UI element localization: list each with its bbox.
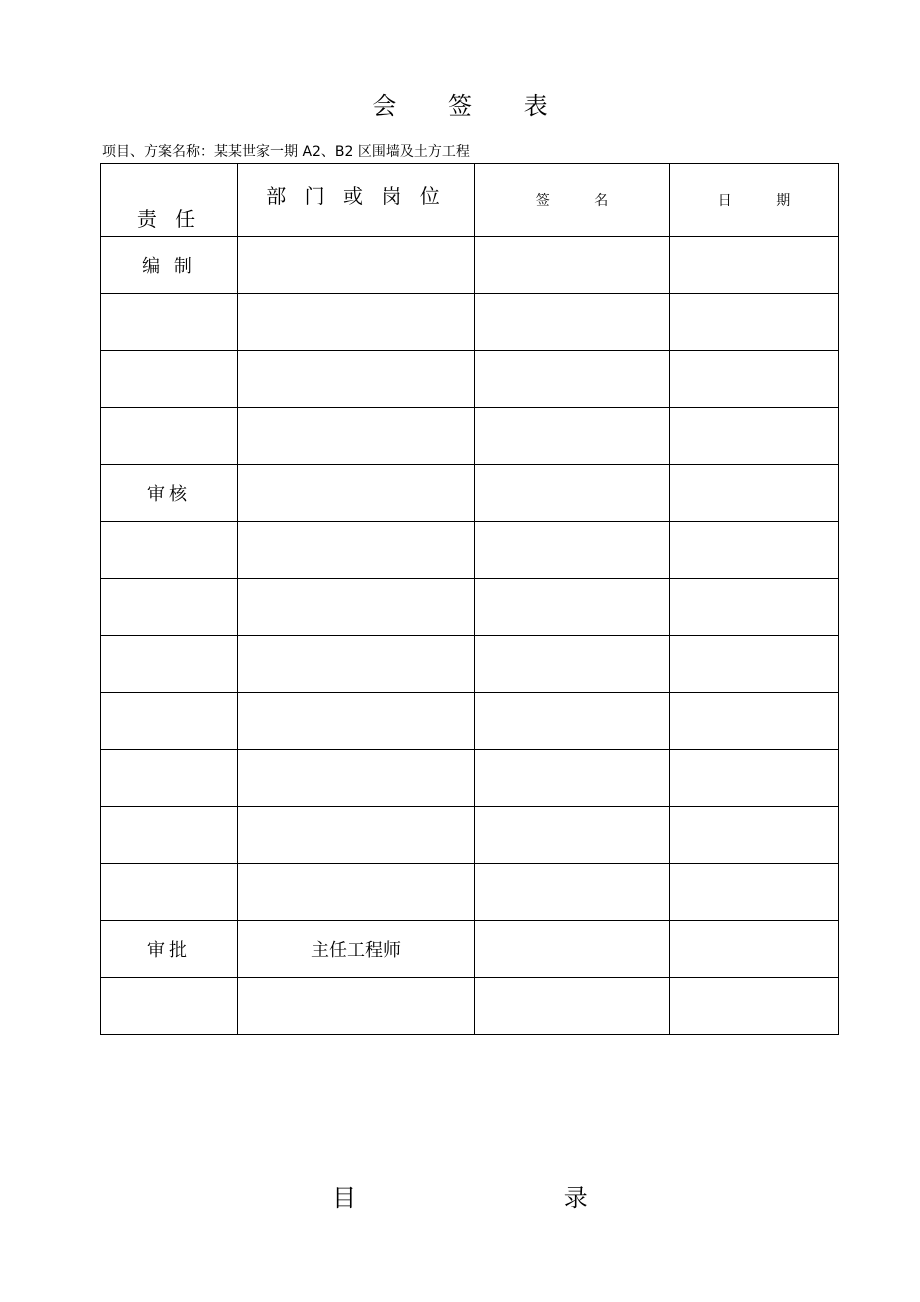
- table-row: [101, 294, 839, 351]
- department-cell: [238, 294, 475, 351]
- date-cell[interactable]: [670, 522, 839, 579]
- signature-cell[interactable]: [475, 408, 670, 465]
- role-cell: 审批: [101, 921, 238, 978]
- project-name: 某某世家一期 A2、B2 区围墙及土方工程: [214, 144, 470, 160]
- department-cell: 主任工程师: [238, 921, 475, 978]
- header-date: 日 期: [670, 164, 839, 237]
- date-cell[interactable]: [670, 750, 839, 807]
- date-cell[interactable]: [670, 636, 839, 693]
- date-cell[interactable]: [670, 294, 839, 351]
- header-role: 责 任: [101, 164, 238, 237]
- toc-title: 目 录: [332, 1184, 688, 1212]
- date-cell[interactable]: [670, 864, 839, 921]
- department-cell: [238, 408, 475, 465]
- table-row: [101, 351, 839, 408]
- date-cell[interactable]: [670, 693, 839, 750]
- table-row: [101, 522, 839, 579]
- table-row: [101, 693, 839, 750]
- role-cell: [101, 978, 238, 1035]
- table-row: [101, 750, 839, 807]
- department-cell: [238, 807, 475, 864]
- role-cell: 审核: [101, 465, 238, 522]
- role-cell: [101, 408, 238, 465]
- sign-off-table: [100, 163, 839, 1035]
- page-title: 会 签 表: [372, 92, 570, 120]
- department-cell: [238, 750, 475, 807]
- date-cell[interactable]: [670, 921, 839, 978]
- department-cell: [238, 636, 475, 693]
- role-cell: [101, 579, 238, 636]
- header-signature: 签 名: [475, 164, 670, 237]
- role-cell: [101, 294, 238, 351]
- signature-cell[interactable]: [475, 465, 670, 522]
- date-cell[interactable]: [670, 807, 839, 864]
- signature-cell[interactable]: [475, 978, 670, 1035]
- date-cell[interactable]: [670, 465, 839, 522]
- department-cell: [238, 351, 475, 408]
- project-label: 项目、方案名称：: [102, 144, 214, 160]
- table-row: [101, 237, 839, 294]
- role-cell: [101, 864, 238, 921]
- department-cell: [238, 237, 475, 294]
- date-cell[interactable]: [670, 579, 839, 636]
- department-cell: [238, 693, 475, 750]
- table-row: [101, 636, 839, 693]
- department-cell: [238, 978, 475, 1035]
- signature-cell[interactable]: [475, 351, 670, 408]
- signature-cell[interactable]: [475, 237, 670, 294]
- department-cell: [238, 465, 475, 522]
- role-cell: [101, 693, 238, 750]
- date-cell[interactable]: [670, 408, 839, 465]
- role-cell: [101, 750, 238, 807]
- date-cell[interactable]: [670, 978, 839, 1035]
- signature-cell[interactable]: [475, 693, 670, 750]
- signature-cell[interactable]: [475, 522, 670, 579]
- department-cell: [238, 864, 475, 921]
- signature-cell[interactable]: [475, 294, 670, 351]
- signature-cell[interactable]: [475, 636, 670, 693]
- table-header-row: [101, 164, 839, 237]
- department-cell: [238, 522, 475, 579]
- signature-cell[interactable]: [475, 864, 670, 921]
- role-cell: [101, 807, 238, 864]
- table-row: [101, 921, 839, 978]
- department-cell: [238, 579, 475, 636]
- date-cell[interactable]: [670, 237, 839, 294]
- table-row: [101, 465, 839, 522]
- date-cell[interactable]: [670, 351, 839, 408]
- role-cell: [101, 522, 238, 579]
- table-row: [101, 408, 839, 465]
- table-row: [101, 978, 839, 1035]
- signature-cell[interactable]: [475, 921, 670, 978]
- table-row: [101, 864, 839, 921]
- signature-cell[interactable]: [475, 579, 670, 636]
- table-row: [101, 579, 839, 636]
- table-row: [101, 807, 839, 864]
- project-name-line: [102, 141, 470, 161]
- signature-cell[interactable]: [475, 807, 670, 864]
- role-cell: [101, 351, 238, 408]
- role-cell: 编 制: [101, 237, 238, 294]
- role-cell: [101, 636, 238, 693]
- signature-cell[interactable]: [475, 750, 670, 807]
- header-department: 部 门 或 岗 位: [238, 164, 475, 237]
